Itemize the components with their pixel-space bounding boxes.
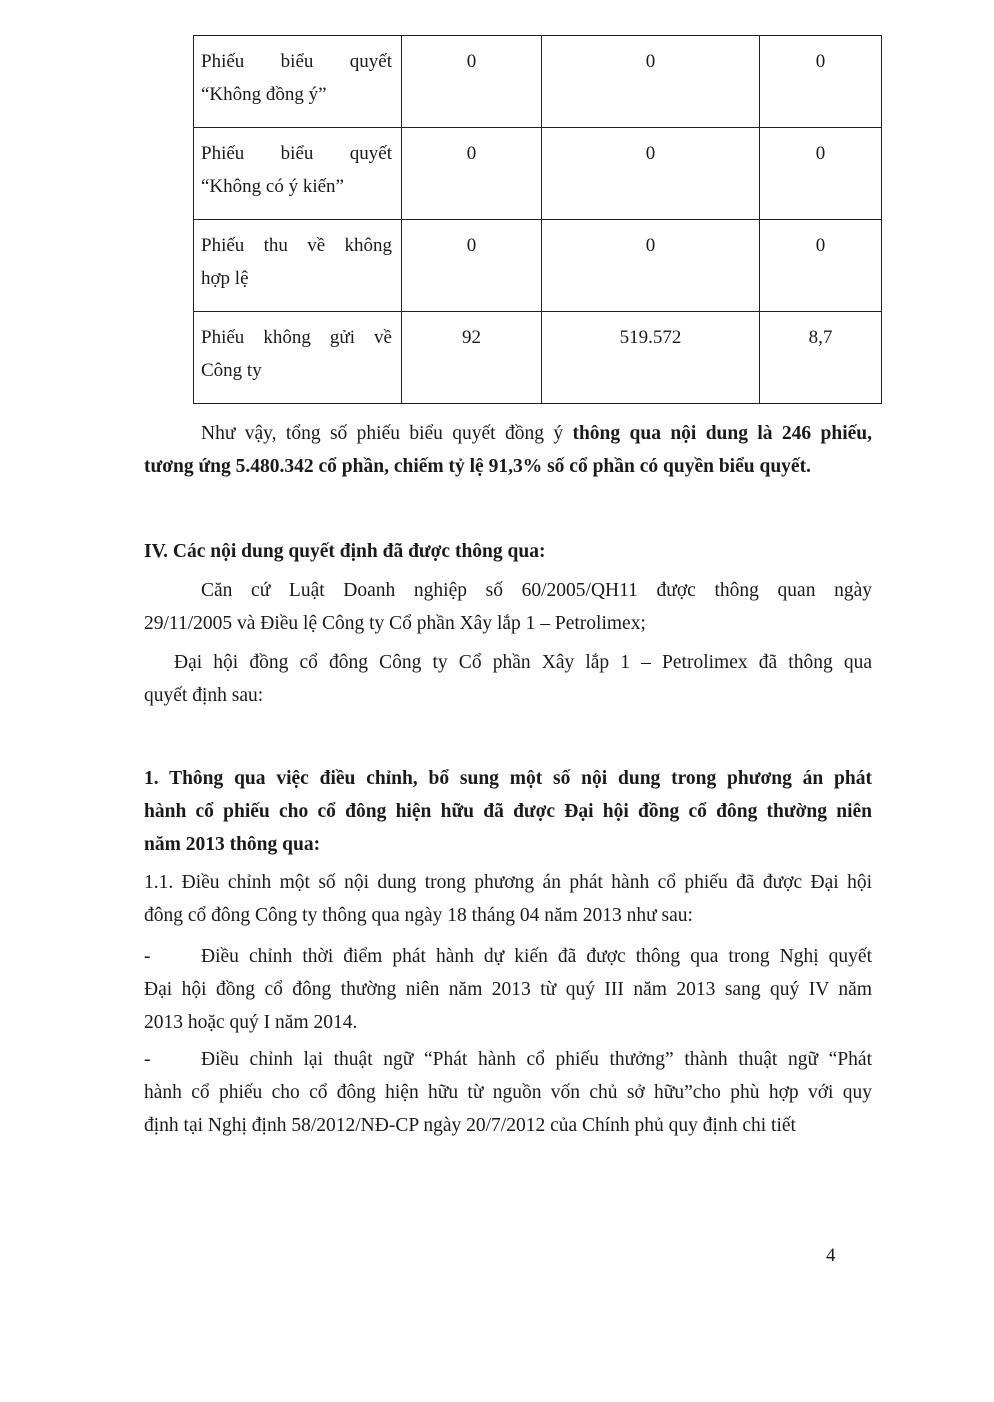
row-label — [194, 220, 402, 312]
share-count: 0 — [542, 128, 760, 220]
vote-count: 0 — [402, 220, 542, 312]
item1-line1: 1. Thông qua việc điều chỉnh, bổ sung một số nội dung trong phương án phát — [144, 768, 872, 789]
row-label — [194, 128, 402, 220]
row-label-line2: Công ty — [201, 360, 262, 381]
subitem-paragraph — [144, 866, 872, 932]
summary-bold-text: thông qua nội dung là 246 phiếu, — [572, 423, 873, 444]
vote-count: 0 — [402, 128, 542, 220]
bullet-dash: - — [144, 1049, 151, 1070]
bullet2-line2: hành cổ phiếu cho cổ đông hiện hữu từ nguồn vốn chủ sở hữu”cho phù hợp với quy — [144, 1082, 872, 1103]
share-percent: 0 — [760, 36, 882, 128]
row-label-line1: Phiếu thu về không — [201, 235, 392, 256]
row-label-line2: hợp lệ — [201, 268, 249, 289]
row-label-line2: “Không đồng ý” — [201, 84, 327, 105]
vote-count: 92 — [402, 312, 542, 404]
bullet-paragraph — [144, 1043, 872, 1142]
legal-basis-line1: Căn cứ Luật Doanh nghiệp số 60/2005/QH11 được thông quan ngày — [201, 580, 872, 601]
agm-line2: quyết định sau: — [144, 685, 264, 706]
agm-paragraph — [144, 646, 872, 712]
row-label — [194, 312, 402, 404]
agm-line1: Đại hội đồng cổ đông Công ty Cổ phần Xây lắp 1 – Petrolimex đã thông qua — [174, 652, 872, 673]
table-row — [194, 220, 882, 312]
share-count: 0 — [542, 220, 760, 312]
subitem-line2: đông cổ đông Công ty thông qua ngày 18 tháng 04 năm 2013 như sau: — [144, 905, 693, 926]
item1-line2: hành cổ phiếu cho cổ đông hiện hữu đã được Đại hội đồng cổ đông thường niên — [144, 801, 872, 822]
table-row — [194, 312, 882, 404]
share-percent: 0 — [760, 220, 882, 312]
share-percent: 0 — [760, 128, 882, 220]
bullet-paragraph — [144, 940, 872, 1039]
item1-line3: năm 2013 thông qua: — [144, 834, 321, 855]
share-count: 519.572 — [542, 312, 760, 404]
subitem-line1: 1.1. Điều chỉnh một số nội dung trong phương án phát hành cổ phiếu đã được Đại hội — [144, 872, 872, 893]
bullet1-line2: Đại hội đồng cổ đông thường niên năm 2013 từ quý III năm 2013 sang quý IV năm — [144, 979, 872, 1000]
bullet1-line3: 2013 hoặc quý I năm 2014. — [144, 1012, 358, 1033]
section-heading: IV. Các nội dung quyết định đã được thông qua: — [144, 541, 546, 562]
legal-basis-paragraph — [144, 574, 872, 640]
summary-line2: tương ứng 5.480.342 cổ phần, chiếm tỷ lệ 91,3% số cổ phần có quyền biểu quyết. — [144, 456, 811, 477]
item1-heading — [144, 762, 872, 861]
legal-basis-line2: 29/11/2005 và Điều lệ Công ty Cổ phần Xây lắp 1 – Petrolimex; — [144, 613, 646, 634]
summary-line1 — [144, 417, 872, 450]
row-label — [194, 36, 402, 128]
table-row — [194, 36, 882, 128]
share-count: 0 — [542, 36, 760, 128]
vote-summary-paragraph — [144, 417, 872, 483]
row-label-line2: “Không có ý kiến” — [201, 176, 344, 197]
table-row — [194, 128, 882, 220]
share-percent: 8,7 — [760, 312, 882, 404]
bullet-dash: - — [144, 946, 151, 967]
bullet1-line1: Điều chỉnh thời điểm phát hành dự kiến đã được thông qua trong Nghị quyết — [201, 946, 872, 967]
page-number: 4 — [826, 1245, 836, 1266]
bullet2-line3: định tại Nghị định 58/2012/NĐ-CP ngày 20/7/2012 của Chính phủ quy định chi tiết — [144, 1115, 796, 1136]
row-label-line1: Phiếu không gửi về — [201, 327, 392, 348]
row-label-line1: Phiếu biểu quyết — [201, 143, 392, 164]
row-label-line1: Phiếu biểu quyết — [201, 51, 392, 72]
vote-results-table — [193, 35, 882, 404]
bullet2-line1: Điều chỉnh lại thuật ngữ “Phát hành cổ phiếu thưởng” thành thuật ngữ “Phát — [201, 1049, 872, 1070]
vote-count: 0 — [402, 36, 542, 128]
summary-normal-text: Như vậy, tổng số phiếu biểu quyết đồng ý — [201, 423, 573, 444]
